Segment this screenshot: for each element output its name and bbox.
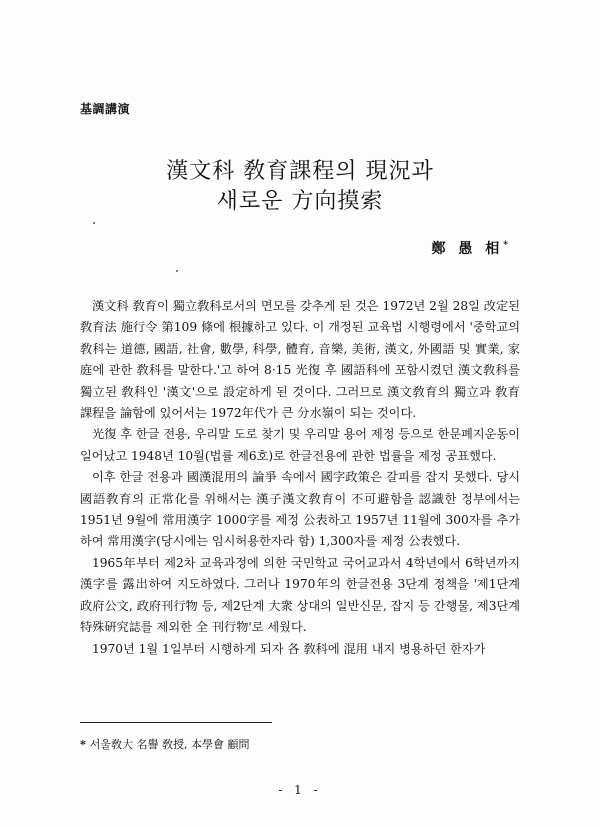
title-line-1: 漢文科 敎育課程의 現況과 <box>166 159 434 184</box>
footnote-text: 서울敎大 名譽 敎授, 本學會 顧問 <box>89 738 250 751</box>
page-number: - 1 - <box>278 783 322 797</box>
scan-speck <box>176 270 178 272</box>
author <box>432 238 508 258</box>
author-footnote-mark: * <box>503 240 508 251</box>
section-label: 基調講演 <box>80 102 131 116</box>
title-line-2: 새로운 方向摸索 <box>216 189 384 214</box>
paragraph: 1970년 1월 1일부터 시행하게 되자 各 敎科에 混用 내지 병용하던 한자가 <box>92 641 486 656</box>
paragraph: 1965年부터 제2차 교육과정에 의한 국민학교 국어교과서 4학년에서 6학년까지 漢字를 露出하여 지도하였다. 그러나 1970年의 한글전용 3단계 정책을 '제1단계 政府公文, 政府刊行物 등, 제2단계 大衆 상대의 일반신문, 잡지 등 간행물, 제3단계 特殊硏究誌를 제외한 全 刊行物'로 세웠다. <box>80 555 520 635</box>
body-text <box>80 296 520 660</box>
paragraph: 이후 한글 전용과 國漢混用의 論爭 속에서 國字政策은 갈피를 잡지 못했다. 당시 國語敎育의 正常化를 위해서는 漢子漢文敎育이 不可避함을 認識한 정부에서는 1951년 9월에 常用漢字 1000字를 제정 公表하고 1957년 11월에 300자를 추가하여 常用漢字(당시에는 임시허용한자라 함) 1,300자를 제정 公表했다. <box>80 470 520 549</box>
footnote <box>80 736 250 752</box>
footnote-mark: * <box>80 738 86 751</box>
footnote-divider <box>80 722 272 723</box>
author-name: 鄭 愚 相 <box>431 241 504 257</box>
paragraph: 光復 후 한글 전용, 우리말 도로 찾기 및 우리말 용어 제정 등으로 한문폐지운동이 일어났고 1948년 10월(법률 제6호)로 한글전용에 관한 법률을 제정 공표했다. <box>80 427 520 463</box>
paragraph: 漢文科 敎育이 獨立敎科로서의 면모를 갖추게 된 것은 1972년 2월 28일 改定된 敎育法 施行令 第109 條에 根據하고 있다. 이 개정된 교육법 시행령에서 '중학교의 敎科는 道德, 國語, 社會, 數學, 科學, 體育, 音樂, 美術, 漢文, 外國語 및 實業, 家庭에 관한 敎科를 말한다.'고 하여 8·15 光復 후 國語科에 포함시켰던 漢文敎科를 獨立된 敎科인 '漢文'으로 設定하게 된 것이다. 그러므로 漢文敎育의 獨立과 敎育課程을 論함에 있어서는 1972年代가 큰 分水嶺이 되는 것이다. <box>80 299 520 421</box>
scan-speck <box>93 222 95 224</box>
